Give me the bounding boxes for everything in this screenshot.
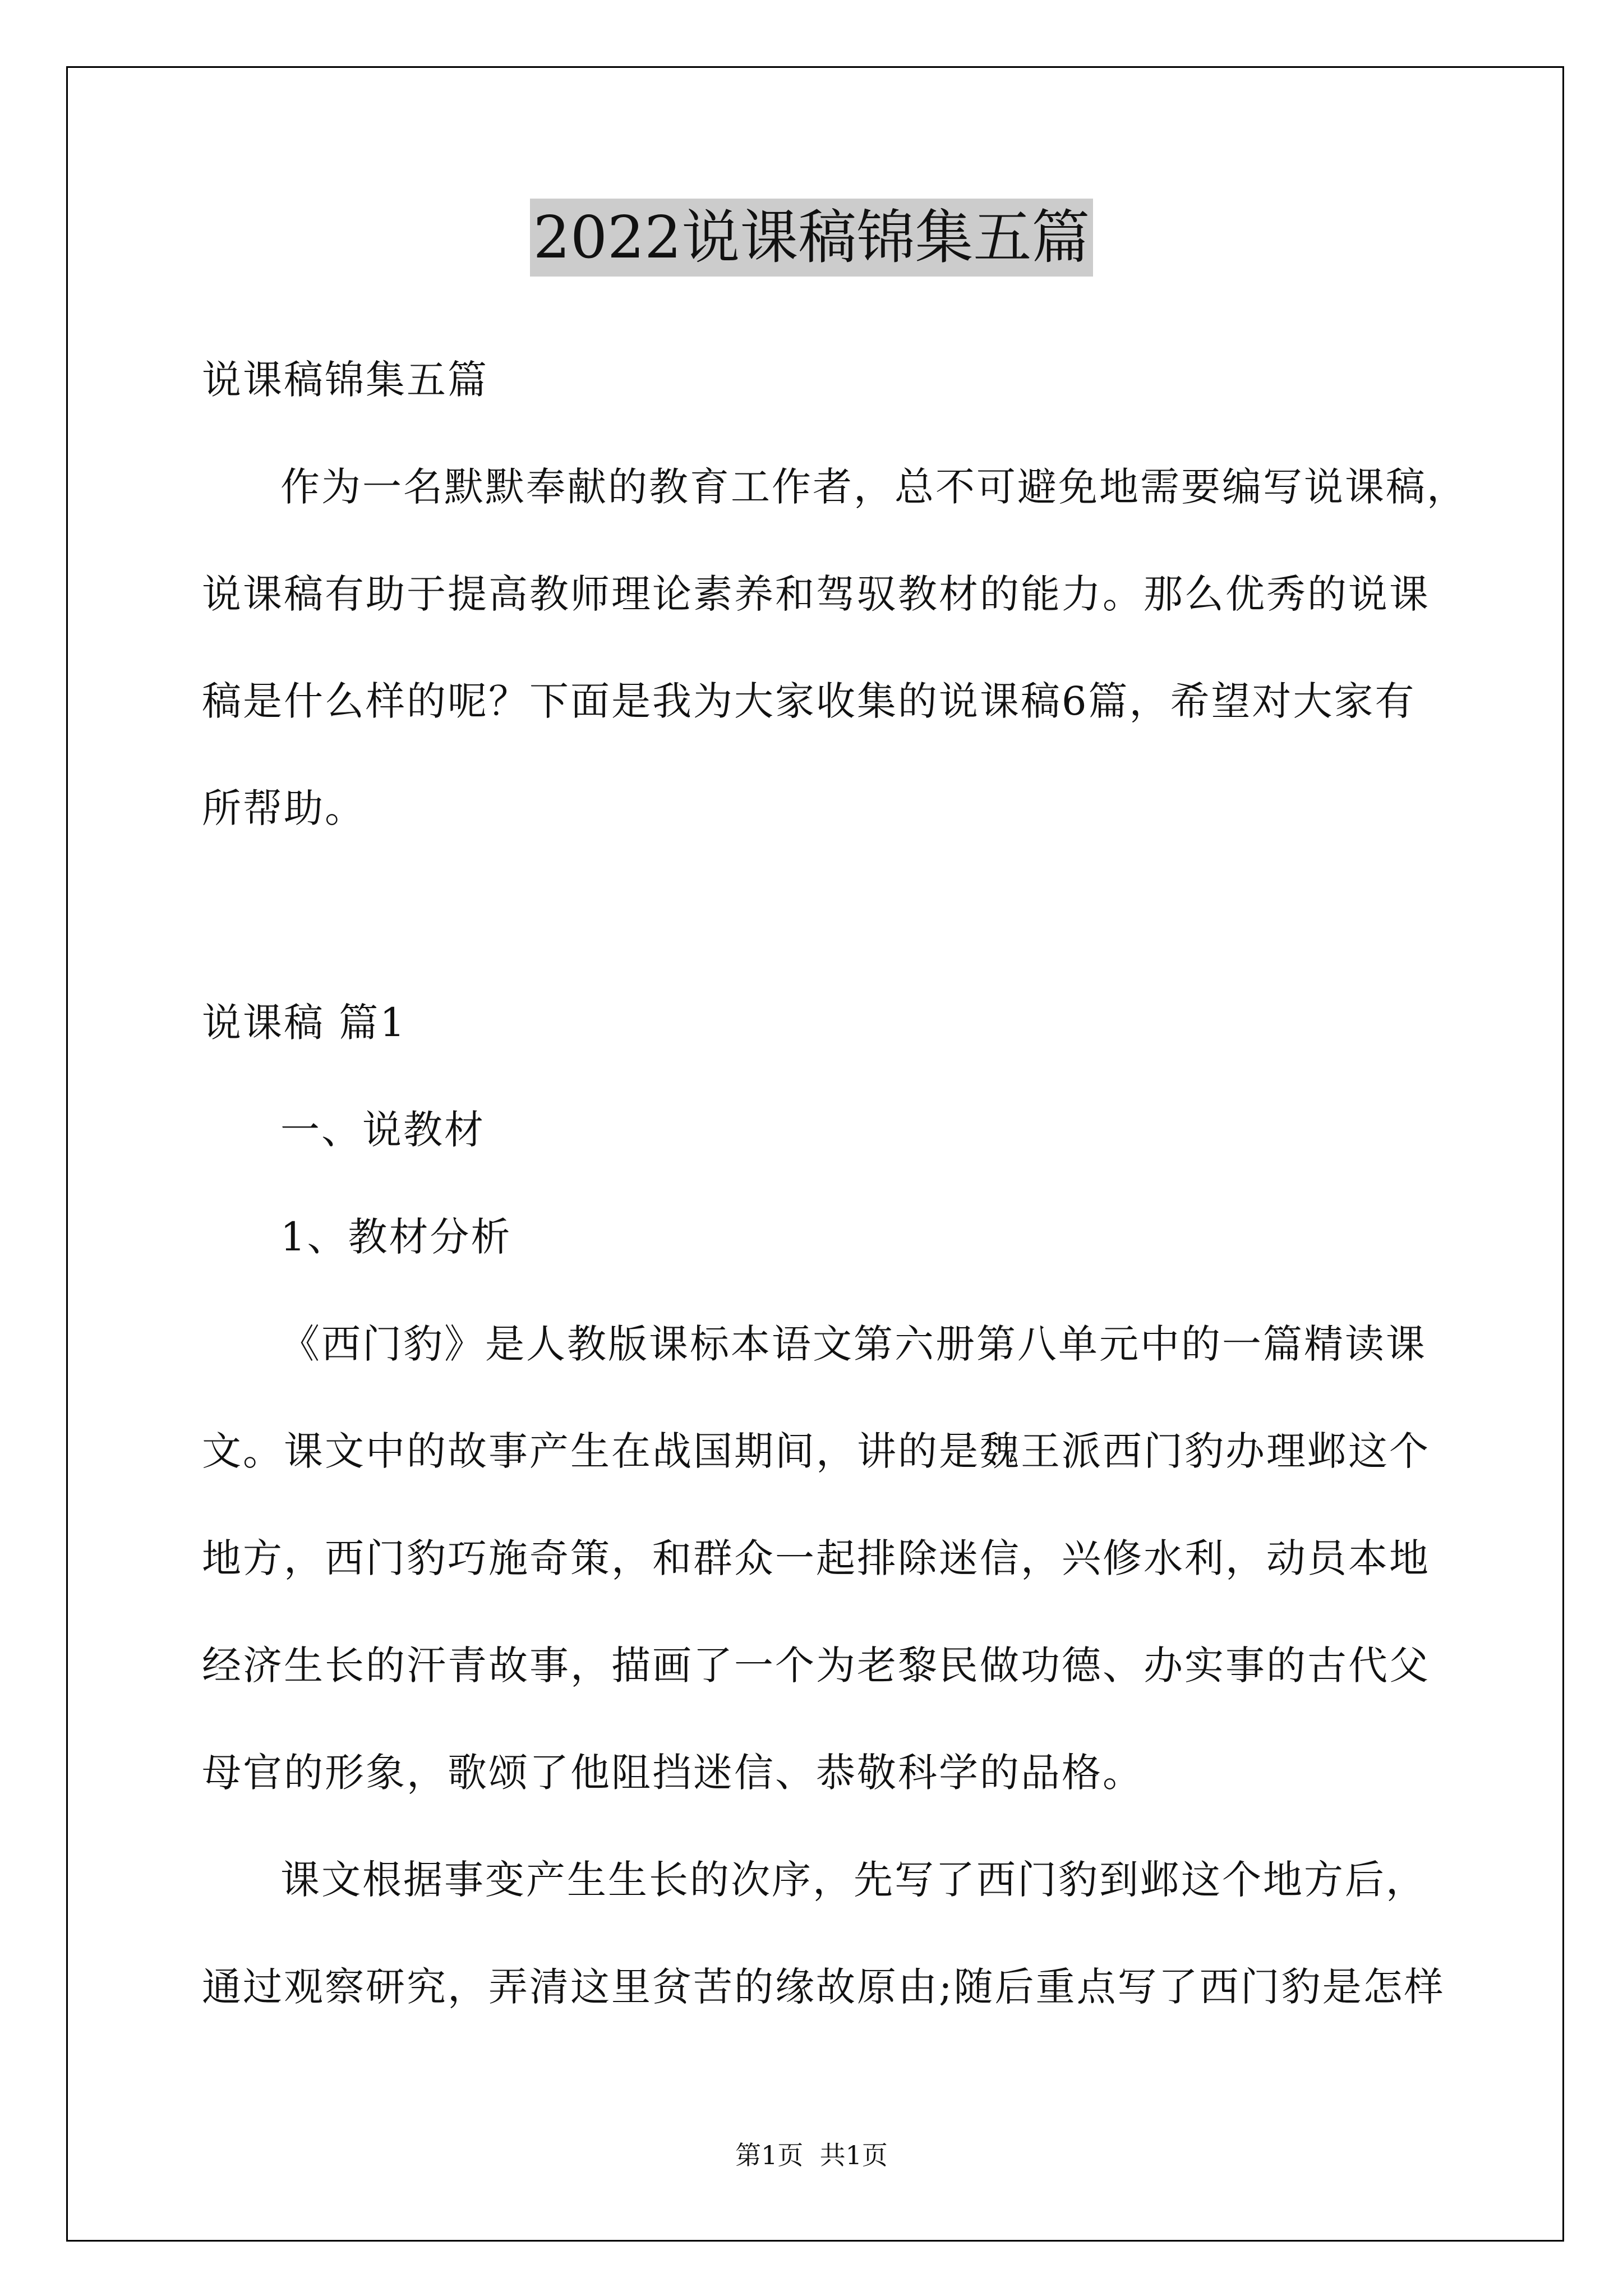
intro-line: 作为一名默默奉献的教育工作者，总不可避免地需要编写说课稿，	[280, 464, 1468, 510]
title-container	[0, 199, 1623, 277]
intro-line: 说课稿有助于提高教师理论素养和驾驭教材的能力。那么优秀的说课	[202, 571, 1430, 617]
paragraph-line: 课文根据事变产生生长的次序，先写了西门豹到邺这个地方后，	[280, 1857, 1427, 1903]
document-title: 2022说课稿锦集五篇	[530, 199, 1094, 277]
paragraph-line: 经济生长的汗青故事，描画了一个为老黎民做功德、办实事的古代父	[202, 1642, 1430, 1688]
paragraph-line: 通过观察研究，弄清这里贫苦的缘故原由;随后重点写了西门豹是怎样	[202, 1964, 1445, 2010]
paragraph-line: 母官的形象，歌颂了他阻挡迷信、恭敬科学的品格。	[202, 1750, 1144, 1796]
blank-line	[202, 862, 1492, 969]
intro-line: 所帮助。	[202, 785, 366, 831]
paragraph-line: 地方，西门豹巧施奇策，和群众一起排除迷信，兴修水利，动员本地	[202, 1535, 1430, 1581]
page-footer: 第1页 共1页	[735, 2140, 888, 2170]
subsection-title: 1、教材分析	[280, 1214, 512, 1260]
document-subtitle: 说课稿锦集五篇	[202, 357, 488, 403]
paragraph-line: 《西门豹》是人教版课标本语文第六册第八单元中的一篇精读课	[280, 1321, 1427, 1367]
intro-line: 稿是什么样的呢？下面是我为大家收集的说课稿6篇，希望对大家有	[202, 678, 1416, 724]
section-title: 一、说教材	[280, 1107, 485, 1153]
document-body	[202, 326, 1492, 2041]
paragraph-line: 文。课文中的故事产生在战国期间，讲的是魏王派西门豹办理邺这个	[202, 1428, 1430, 1474]
section-heading: 说课稿 篇1	[202, 1000, 407, 1046]
